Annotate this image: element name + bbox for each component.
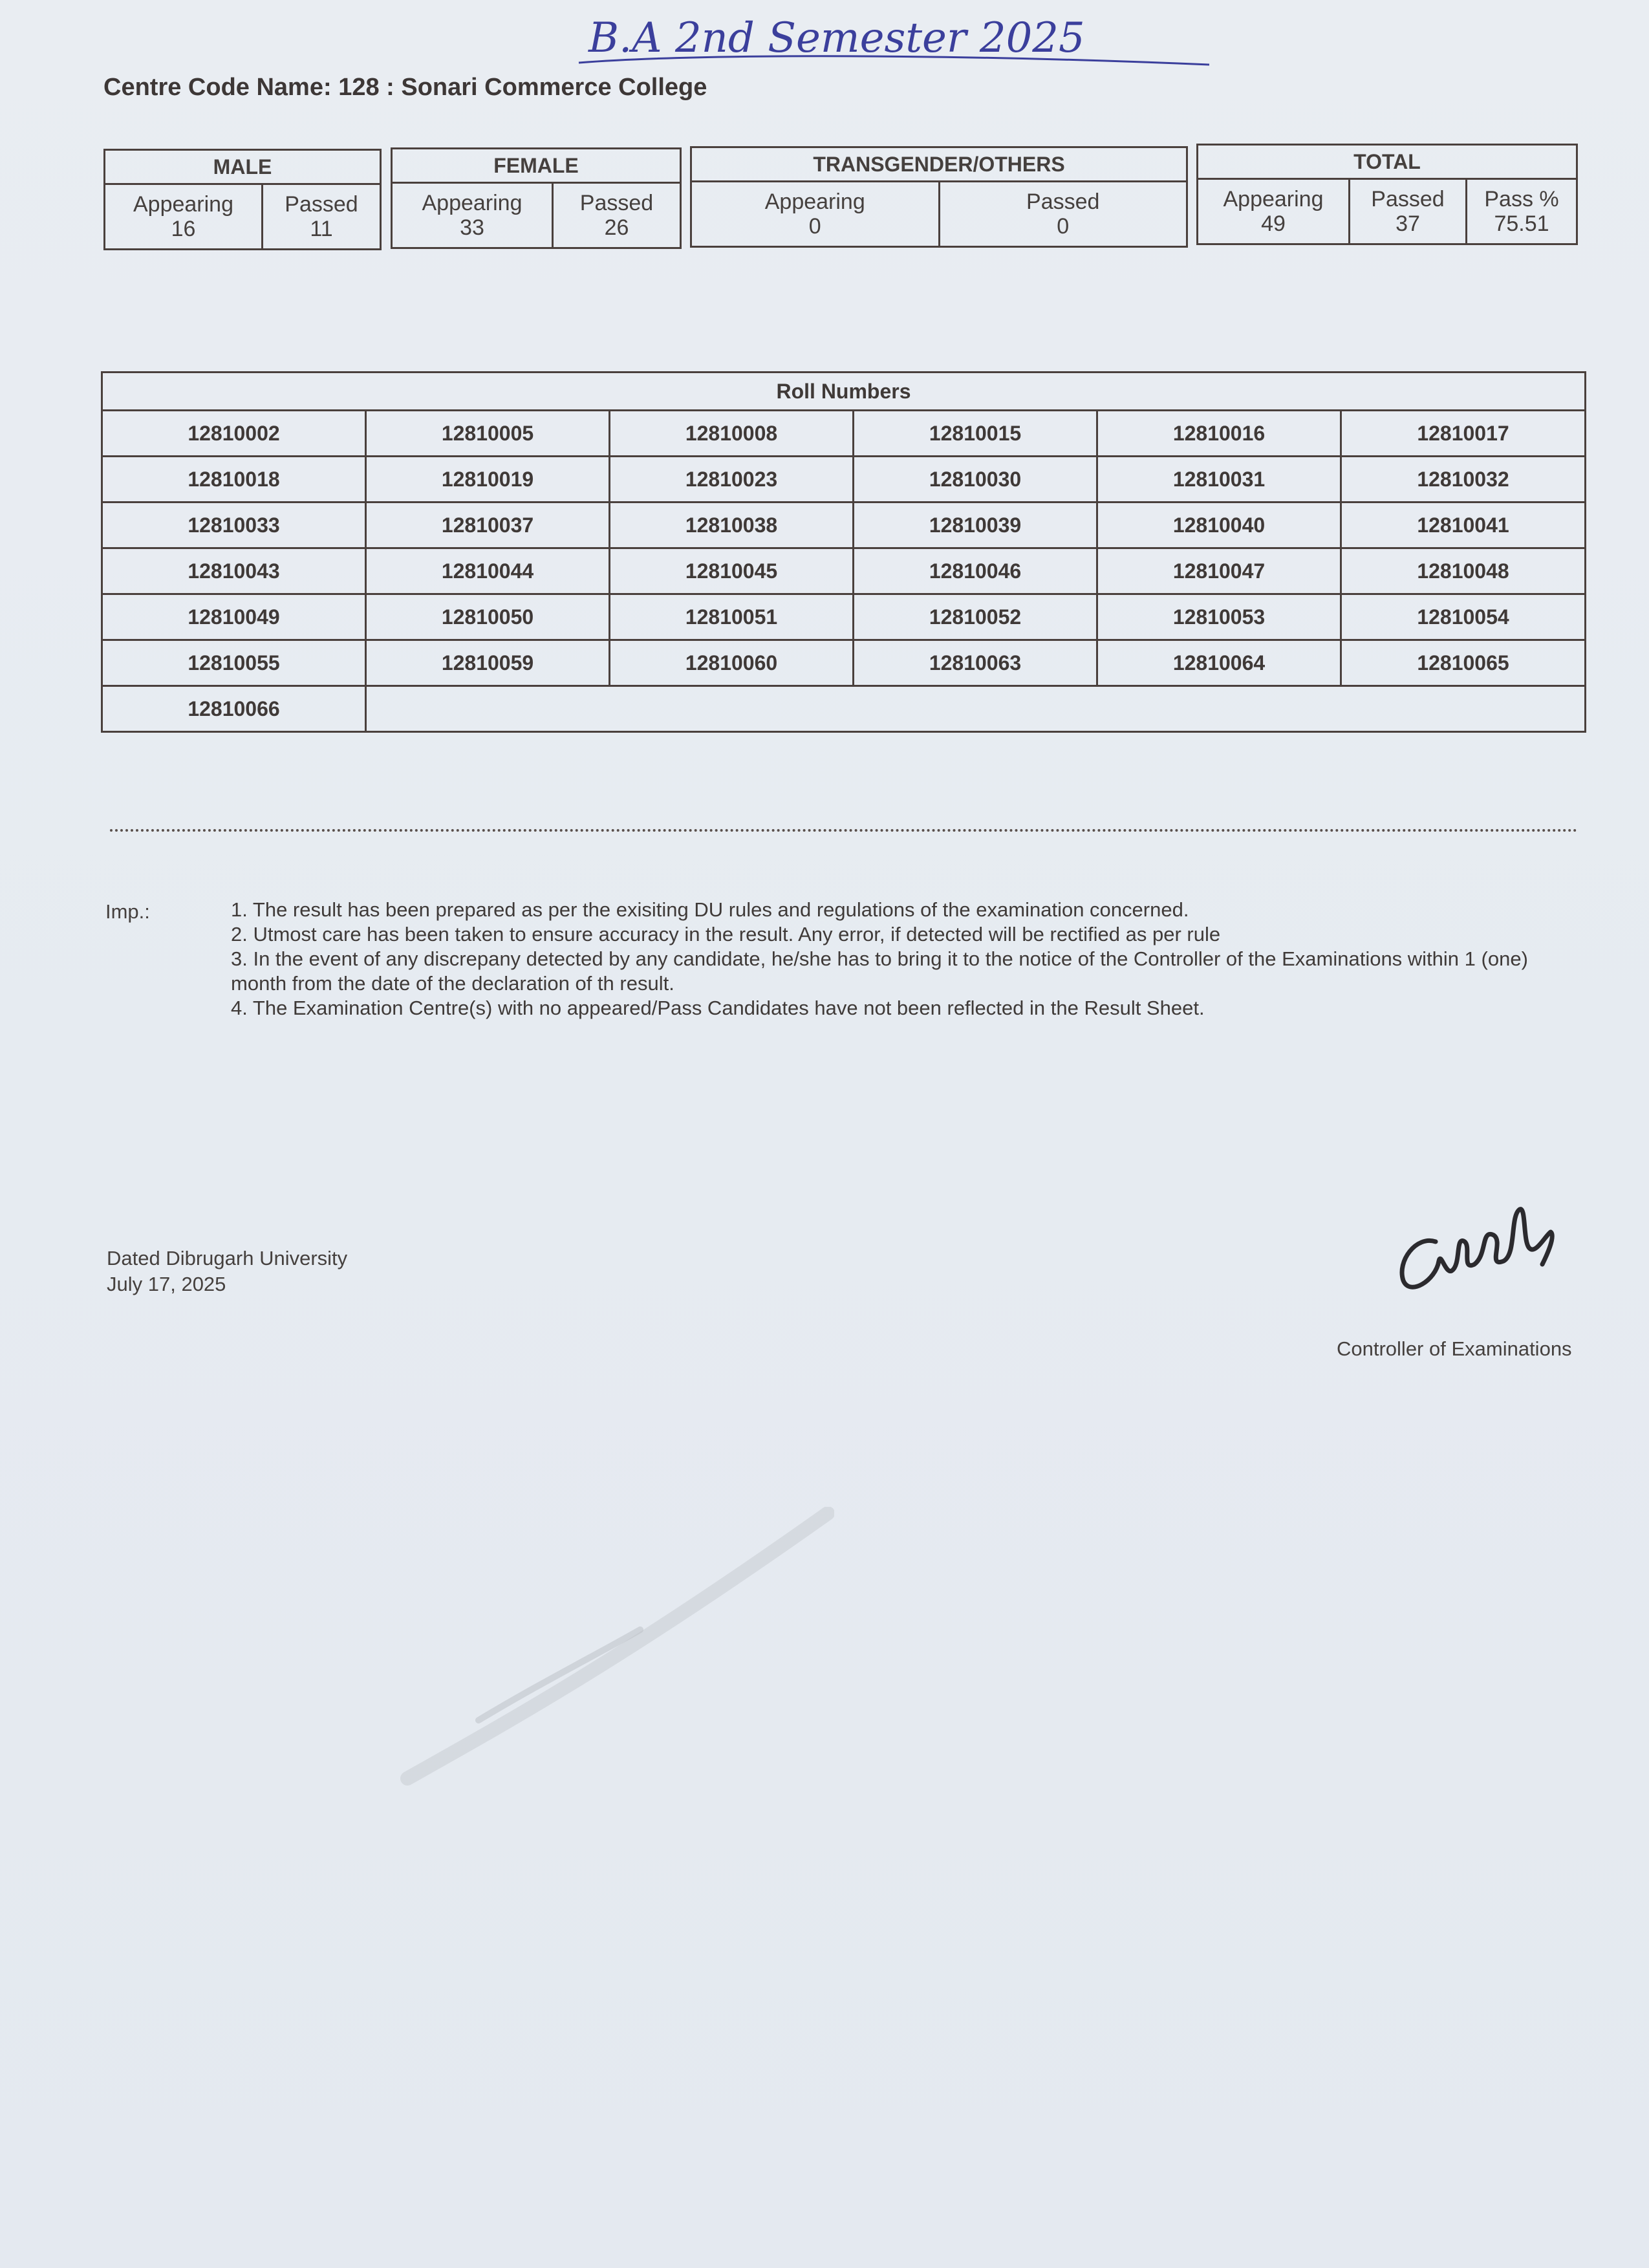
roll-cell: 12810016: [1097, 411, 1341, 457]
female-appearing-cell: [393, 184, 554, 247]
transgender-appearing-value: 0: [808, 214, 821, 239]
roll-numbers-table: [101, 371, 1586, 733]
roll-cell: 12810018: [102, 457, 366, 502]
dotted-separator: [110, 829, 1578, 832]
female-appearing-label: Appearing: [422, 191, 523, 215]
transgender-appearing-label: Appearing: [764, 189, 865, 214]
table-row: [102, 640, 1586, 686]
total-passed-cell: [1350, 180, 1467, 243]
dated-block: [107, 1246, 347, 1297]
roll-cell: 12810032: [1341, 457, 1586, 502]
table-row: [102, 594, 1586, 640]
roll-cell: 12810037: [366, 502, 610, 548]
controller-of-examinations: Controller of Examinations: [1337, 1337, 1572, 1360]
note-item: 4. The Examination Centre(s) with no appeared/Pass Candidates have not been reflected in the Result Sheet.: [231, 997, 1205, 1019]
roll-cell: 12810054: [1341, 594, 1586, 640]
female-passed-cell: [554, 184, 680, 247]
roll-cell: 12810047: [1097, 548, 1341, 594]
table-row: [102, 548, 1586, 594]
table-row: [102, 686, 1586, 732]
roll-cell: 12810033: [102, 502, 366, 548]
total-pass-pct-value: 75.51: [1494, 211, 1549, 236]
total-pass-pct-label: Pass %: [1484, 187, 1559, 211]
total-passed-label: Passed: [1371, 187, 1445, 211]
roll-cell: 12810002: [102, 411, 366, 457]
male-passed-cell: [263, 185, 380, 248]
roll-cell: 12810065: [1341, 640, 1586, 686]
male-appearing-cell: [105, 185, 263, 248]
male-appearing-label: Appearing: [133, 192, 233, 217]
female-header: FEMALE: [393, 149, 680, 184]
female-passed-label: Passed: [579, 191, 654, 215]
roll-cell: 12810055: [102, 640, 366, 686]
male-passed-value: 11: [310, 217, 333, 241]
imp-label: Imp.:: [105, 900, 150, 923]
centre-title: Centre Code Name: 128 : Sonari Commerce College: [103, 74, 707, 101]
roll-cell: 12810030: [854, 457, 1097, 502]
handwritten-title: [576, 8, 1222, 79]
transgender-passed-label: Passed: [1026, 189, 1100, 214]
total-stats-box: [1196, 144, 1578, 245]
table-row: [102, 457, 1586, 502]
female-stats-box: [391, 147, 682, 249]
roll-cell: 12810040: [1097, 502, 1341, 548]
table-row: [102, 502, 1586, 548]
roll-cell: 12810017: [1341, 411, 1586, 457]
roll-cell: 12810019: [366, 457, 610, 502]
total-passed-value: 37: [1396, 211, 1420, 236]
total-appearing-label: Appearing: [1223, 187, 1324, 211]
roll-cell: 12810045: [610, 548, 854, 594]
note-item: 1. The result has been prepared as per the exisiting DU rules and regulations of the examination concerned.: [231, 898, 1189, 921]
female-passed-value: 26: [604, 215, 629, 240]
male-stats-box: [103, 149, 382, 250]
roll-cell: 12810052: [854, 594, 1097, 640]
empty-roll-cell: [366, 686, 1586, 732]
roll-cell: 12810066: [102, 686, 366, 732]
roll-cell: 12810049: [102, 594, 366, 640]
female-appearing-value: 33: [460, 215, 484, 240]
note-item: 2. Utmost care has been taken to ensure accuracy in the result. Any error, if detected will be rectified as per rule: [231, 923, 1221, 945]
roll-cell: 12810063: [854, 640, 1097, 686]
male-appearing-value: 16: [171, 217, 196, 241]
male-header: MALE: [105, 151, 380, 185]
table-row: [102, 411, 1586, 457]
transgender-header: TRANSGENDER/OTHERS: [692, 148, 1186, 182]
roll-cell: 12810044: [366, 548, 610, 594]
total-header: TOTAL: [1198, 146, 1576, 180]
roll-cell: 12810015: [854, 411, 1097, 457]
roll-cell: 12810053: [1097, 594, 1341, 640]
roll-cell: 12810046: [854, 548, 1097, 594]
roll-cell: 12810064: [1097, 640, 1341, 686]
transgender-passed-cell: [940, 182, 1187, 246]
transgender-passed-value: 0: [1057, 214, 1070, 239]
roll-cell: 12810008: [610, 411, 854, 457]
roll-cell: 12810038: [610, 502, 854, 548]
roll-cell: 12810050: [366, 594, 610, 640]
roll-cell: 12810039: [854, 502, 1097, 548]
roll-cell: 12810041: [1341, 502, 1586, 548]
total-pass-pct-cell: [1467, 180, 1576, 243]
roll-numbers-header: Roll Numbers: [102, 373, 1586, 411]
roll-cell: 12810005: [366, 411, 610, 457]
roll-cell: 12810060: [610, 640, 854, 686]
transgender-stats-box: [690, 146, 1188, 248]
roll-cell: 12810059: [366, 640, 610, 686]
roll-cell: 12810023: [610, 457, 854, 502]
note-item: 3. In the event of any discrepany detected by any candidate, he/she has to bring it to the notice of the Controller of the Examinations within 1 (one) month from the date of the declaration of th result.: [231, 947, 1528, 995]
dated-place: Dated Dibrugarh University: [107, 1247, 348, 1269]
signature-image: [1390, 1190, 1565, 1300]
total-appearing-cell: [1198, 180, 1350, 243]
handwritten-title-text: B.A 2nd Semester 2025: [588, 14, 1085, 62]
roll-cell: 12810031: [1097, 457, 1341, 502]
total-appearing-value: 49: [1261, 211, 1286, 236]
male-passed-label: Passed: [285, 192, 358, 217]
dated-date: July 17, 2025: [107, 1273, 226, 1295]
smudge-mark: [382, 1507, 834, 1791]
important-notes: [231, 898, 1576, 1021]
transgender-appearing-cell: [692, 182, 940, 246]
roll-cell: 12810048: [1341, 548, 1586, 594]
roll-cell: 12810043: [102, 548, 366, 594]
roll-cell: 12810051: [610, 594, 854, 640]
